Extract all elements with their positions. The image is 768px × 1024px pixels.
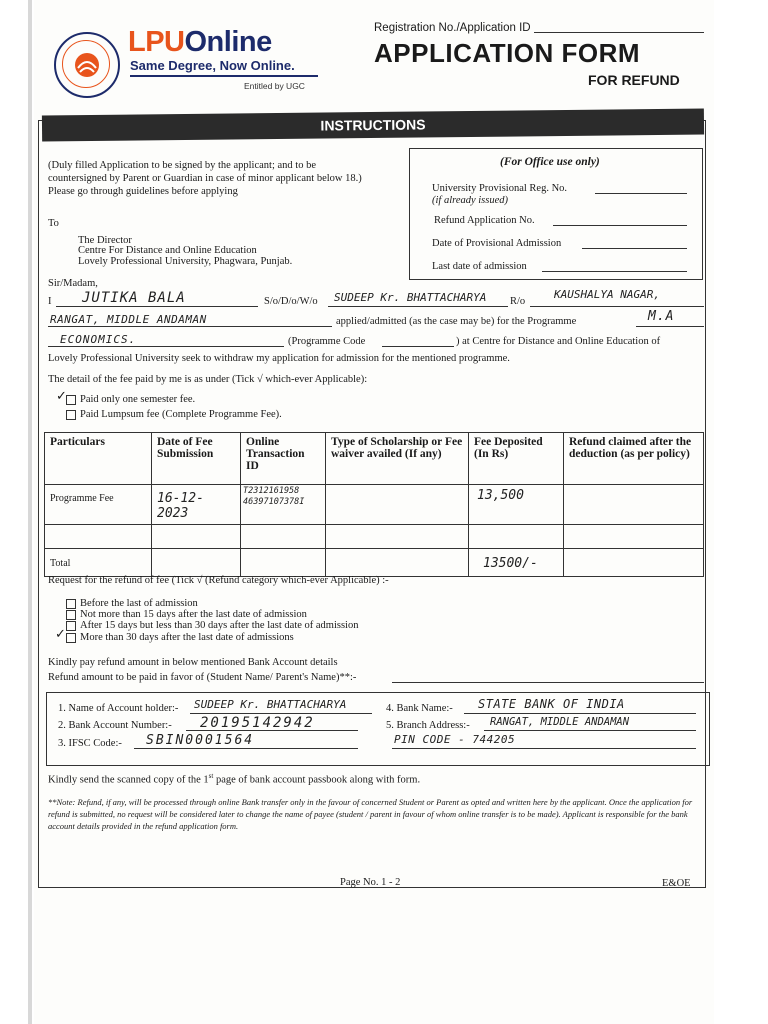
programme-code-label: (Programme Code	[288, 336, 366, 347]
total-value[interactable]: 13500/-	[469, 549, 564, 577]
office-reg-label: University Provisional Reg. No.	[432, 183, 568, 194]
programme-name[interactable]: M.A	[648, 309, 675, 324]
favor-label: Refund amount to be paid in favor of (Student Name/ Parent's Name)**:-	[48, 672, 357, 683]
logo-wordmark: LPUOnline	[128, 26, 272, 58]
entitled-text: Entitled by UGC	[244, 81, 305, 91]
office-last-date-label: Last date of admission	[432, 261, 527, 272]
row-date[interactable]: 16-12-2023	[152, 485, 241, 525]
address-line-2: Centre For Distance and Online Education	[78, 245, 257, 256]
office-date-field[interactable]	[582, 248, 687, 249]
applicant-name-line	[56, 306, 258, 307]
col-scholarship: Type of Scholarship or Fee waiver availed (If any)	[326, 433, 469, 485]
office-use-box	[409, 148, 703, 280]
eoe-text: E&OE	[662, 878, 691, 889]
row-refund[interactable]	[564, 485, 704, 525]
branch-label: 5. Branch Address:-	[386, 720, 470, 731]
checkbox-refund-2[interactable]	[66, 610, 76, 620]
fee-detail-heading: The detail of the fee paid by me is as under (Tick √ which-ever Applicable):	[48, 374, 368, 385]
bank-name-label: 4. Bank Name:-	[386, 703, 453, 714]
checkbox-semester[interactable]	[66, 395, 76, 405]
col-transaction: Online Transaction ID	[241, 433, 326, 485]
row-particular: Programme Fee	[45, 485, 152, 525]
row-transaction[interactable]: T2312161958 46397107378I	[241, 485, 326, 525]
checkbox-lumpsum[interactable]	[66, 410, 76, 420]
logo-tagline: Same Degree, Now Online.	[130, 58, 295, 73]
ifsc-code[interactable]: SBIN0001564	[146, 733, 255, 748]
refund-option-1[interactable]: Before the last of admission	[66, 598, 198, 609]
refund-option-2[interactable]: Not more than 15 days after the last date of admission	[66, 609, 307, 620]
checkbox-refund-4[interactable]	[66, 633, 76, 643]
withdraw-text: Lovely Professional University seek to withdraw my application for admission for the mentioned programme.	[48, 353, 510, 364]
holder-line	[190, 713, 372, 714]
refund-option-4[interactable]: More than 30 days after the last date of admissions	[66, 632, 294, 643]
address-line-3: Lovely Professional University, Phagwara, Punjab.	[78, 256, 293, 267]
holder-label: 1. Name of Account holder:-	[58, 703, 179, 714]
form-title: APPLICATION FORM	[374, 38, 641, 68]
office-date-label: Date of Provisional Admission	[432, 238, 562, 249]
fee-table	[44, 432, 704, 577]
university-seal	[54, 32, 120, 98]
to-label: To	[48, 218, 59, 229]
bank-name[interactable]: STATE BANK OF INDIA	[478, 697, 625, 711]
account-holder[interactable]: SUDEEP Kr. BHATTACHARYA	[194, 698, 347, 711]
parent-name[interactable]: SUDEEP Kr. BHATTACHARYA	[334, 291, 487, 304]
branch-address-1[interactable]: RANGAT, MIDDLE ANDAMAN	[490, 716, 630, 728]
registration-label: Registration No./Application ID	[374, 22, 531, 34]
page-edge	[28, 0, 32, 1024]
table-row	[45, 525, 704, 549]
checkbox-refund-3[interactable]	[66, 621, 76, 631]
branch-address-2[interactable]: PIN CODE - 744205	[394, 733, 516, 746]
passbook-instruction: Kindly send the scanned copy of the 1st page of bank account passbook along with form.	[48, 772, 421, 786]
office-box-title: (For Office use only)	[500, 156, 600, 168]
office-refund-label: Refund Application No.	[434, 215, 535, 226]
col-particulars: Particulars	[45, 433, 152, 485]
table-row	[45, 485, 704, 525]
total-label: Total	[45, 549, 152, 577]
account-number-label: 2. Bank Account Number:-	[58, 720, 172, 731]
ifsc-line	[134, 748, 358, 749]
office-reg-field[interactable]	[595, 193, 687, 194]
favor-field[interactable]	[392, 682, 704, 683]
residence-address-1[interactable]: KAUSHALYA NAGAR,	[554, 288, 660, 301]
seal-emblem-icon	[56, 34, 118, 96]
programme-line-2	[48, 346, 284, 347]
intro-line-1: (Duly filled Application to be signed by the applicant; and to be	[48, 160, 316, 171]
ifsc-label: 3. IFSC Code:-	[58, 738, 122, 749]
refund-check-mark-icon: ✓	[55, 627, 66, 642]
col-refund-claimed: Refund claimed after the deduction (as per policy)	[564, 433, 704, 485]
account-number[interactable]: 20195142942	[200, 715, 315, 731]
pay-text: Kindly pay refund amount in below mentioned Bank Account details	[48, 657, 338, 668]
page-number: Page No. 1 - 2	[340, 877, 401, 888]
address-line	[48, 326, 332, 327]
decl-i-label: I	[48, 296, 52, 307]
programme-line	[636, 326, 704, 327]
branch-line-2	[392, 748, 696, 749]
branch-line	[484, 730, 696, 731]
tagline-rule	[130, 75, 318, 77]
centre-text: ) at Centre for Distance and Online Education of	[456, 336, 661, 347]
row-deposited[interactable]: 13,500	[469, 485, 564, 525]
form-subtitle: FOR REFUND	[588, 72, 680, 88]
col-deposited: Fee Deposited (In Rs)	[469, 433, 564, 485]
fee-option-lumpsum[interactable]: Paid Lumpsum fee (Complete Programme Fee).	[66, 409, 282, 420]
refund-option-3[interactable]: After 15 days but less than 30 days after the last date of admission	[66, 620, 358, 631]
relation-label: S/o/D/o/W/o	[264, 296, 318, 307]
refund-request-heading: Request for the refund of fee (Tick √ (Refund category which-ever Applicable) :-	[48, 575, 389, 586]
intro-line-2: countersigned by Parent or Guardian in case of minor applicant below 18.)	[48, 173, 362, 184]
intro-line-3: Please go through guidelines before applying	[48, 186, 238, 197]
checkbox-refund-1[interactable]	[66, 599, 76, 609]
parent-name-line	[328, 306, 508, 307]
programme-name-2[interactable]: ECONOMICS.	[60, 333, 137, 346]
residence-label: R/o	[510, 296, 526, 307]
applicant-name[interactable]: JUTIKA BALA	[82, 290, 186, 306]
programme-code-field[interactable]	[382, 346, 454, 347]
fee-option-semester[interactable]: Paid only one semester fee.	[66, 394, 195, 405]
applied-text: applied/admitted (as the case may be) for the Programme	[336, 316, 577, 327]
residence-address-2[interactable]: RANGAT, MIDDLE ANDAMAN	[50, 313, 207, 326]
address-line-1: The Director	[78, 235, 132, 246]
residence-line	[530, 306, 704, 307]
salutation: Sir/Madam,	[48, 278, 98, 289]
check-mark-icon: ✓	[56, 389, 67, 404]
instructions-bar: INSTRUCTIONS	[42, 109, 704, 142]
office-last-date-field[interactable]	[542, 271, 687, 272]
row-scholarship[interactable]	[326, 485, 469, 525]
bank-name-line	[464, 713, 696, 714]
office-refund-field[interactable]	[553, 225, 687, 226]
office-reg-note: (if already issued)	[432, 195, 509, 206]
col-date: Date of Fee Submission	[152, 433, 241, 485]
table-total-row	[45, 549, 704, 577]
registration-field[interactable]	[534, 32, 704, 33]
refund-note: **Note: Refund, if any, will be processed through online Bank transfer only in the favour of concerned Student or Parent as opted and written here by the applicant. Once the application for refund is submitted, no request will be considered later to change the name of payee (student / parent in favour of whom online transfer is to be made). Applicant is responsible for the bank account details provided in the refund application form.	[48, 797, 693, 831]
